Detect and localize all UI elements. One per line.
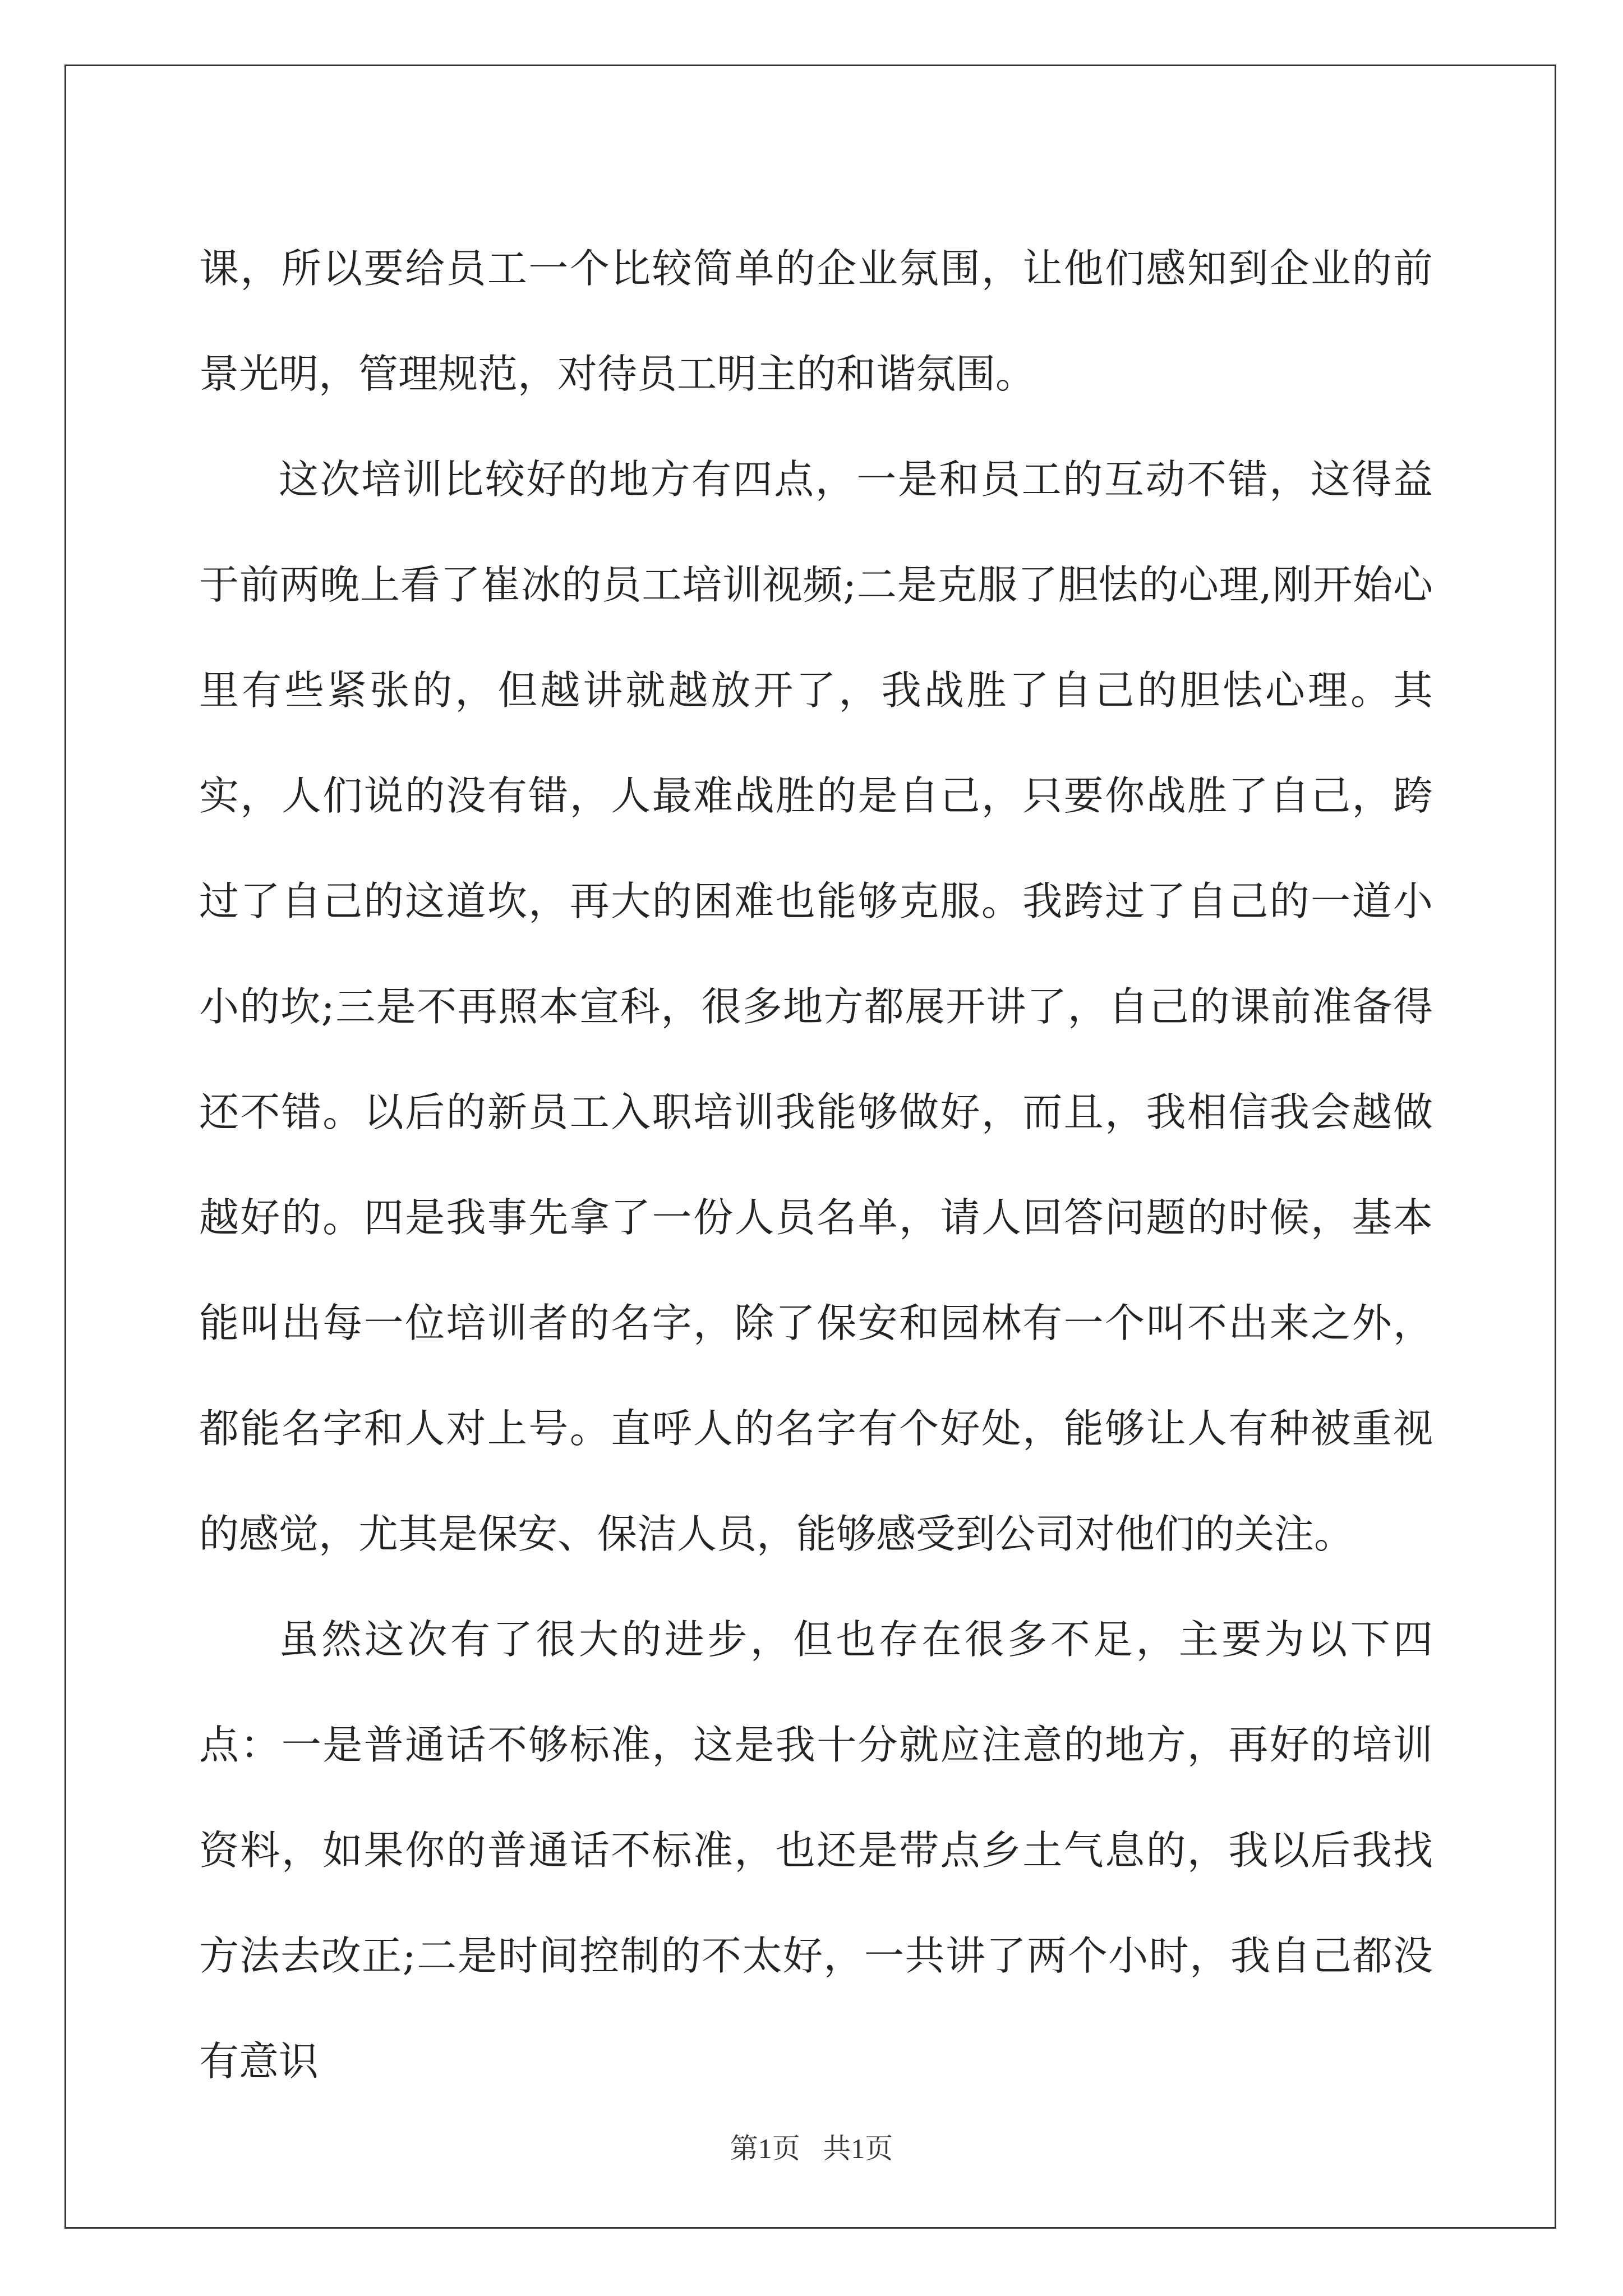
document-body: [199, 216, 1433, 2114]
page-footer: [0, 2126, 1623, 2166]
paragraph-1: 课，所以要给员工一个比较简单的企业氛围，让他们感知到企业的前景光明，管理规范，对待员工明主的和谐氛围。: [199, 245, 1433, 397]
page-total: 共1页: [823, 2133, 893, 2164]
paragraph-3: 虽然这次有了很大的进步，但也存在很多不足，主要为以下四点：一是普通话不够标准，这是我十分就应注意的地方，再好的培训资料，如果你的普通话不标准，也还是带点乡土气息的，我以后我找方法去改正;二是时间控制的不太好，一共讲了两个小时，我自己都没有意识: [199, 1616, 1433, 2085]
page-number: 第1页: [730, 2133, 800, 2164]
paragraph-2: 这次培训比较好的地方有四点，一是和员工的互动不错，这得益于前两晚上看了崔冰的员工培训视频;二是克服了胆怯的心理,刚开始心里有些紧张的，但越讲就越放开了，我战胜了自己的胆怯心理。其实，人们说的没有错，人最难战胜的是自己，只要你战胜了自己，跨过了自己的这道坎，再大的困难也能够克服。我跨过了自己的一道小小的坎;三是不再照本宣科，很多地方都展开讲了，自己的课前准备得还不错。以后的新员工入职培训我能够做好，而且，我相信我会越做越好的。四是我事先拿了一份人员名单，请人回答问题的时候，基本能叫出每一位培训者的名字，除了保安和园林有一个叫不出来之外，都能名字和人对上号。直呼人的名字有个好处，能够让人有种被重视的感觉，尤其是保安、保洁人员，能够感受到公司对他们的关注。: [199, 456, 1433, 1557]
